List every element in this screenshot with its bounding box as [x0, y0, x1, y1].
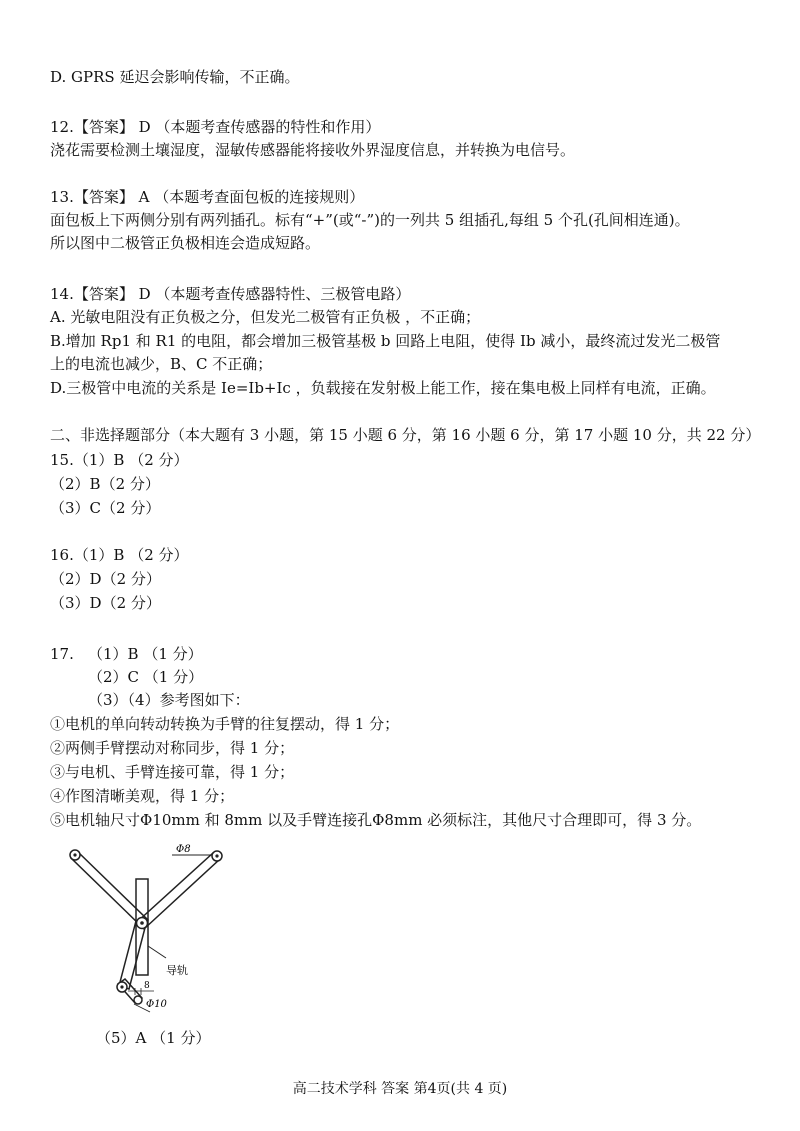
- connecting-rod: [119, 921, 146, 989]
- criterion-5: ⑤电机轴尺寸Φ10mm 和 8mm 以及手臂连接孔Φ8mm 必须标注，其他尺寸合理即可，得 3 分。: [50, 811, 702, 829]
- q15-part-1: 15.（1）B （2 分）: [50, 451, 189, 469]
- q17-part-5: （5）A （1 分）: [96, 1029, 211, 1047]
- q14-option-a: A. 光敏电阻没有正负极之分，但发光二极管有正负极 ，不正确；: [50, 308, 481, 326]
- phi10-label: Φ10: [146, 999, 167, 1010]
- q12-explanation: 浇花需要检测土壤湿度，湿敏传感器能将接收外界湿度信息，并转换为电信号。: [50, 141, 576, 159]
- motor-shaft: [134, 996, 142, 1004]
- rail-label: 导轨: [166, 964, 188, 977]
- page-footer: 高二技术学科 答案 第4页(共 4 页): [292, 1081, 508, 1097]
- q17-part-2: （2）C （1 分）: [88, 668, 204, 686]
- criterion-3: ③与电机、手臂连接可靠，得 1 分；: [50, 763, 295, 781]
- q14-answer: 14.【答案】 D （本题考查传感器特性、三极管电路）: [50, 285, 411, 303]
- mechanism-diagram: [62, 842, 242, 1017]
- criterion-2: ②两侧手臂摆动对称同步，得 1 分；: [50, 739, 295, 757]
- right-arm-pin: [215, 854, 218, 857]
- criterion-4: ④作图清晰美观，得 1 分；: [50, 787, 235, 805]
- section-two-heading: 二、非选择题部分（本大题有 3 小题，第 15 小题 6 分，第 16 小题 6 分，第 17 小题 10 分，共 22 分）: [50, 426, 761, 444]
- criterion-1: ①电机的单向转动转换为手臂的往复摆动，得 1 分；: [50, 715, 400, 733]
- q13-answer: 13.【答案】 A （本题考查面包板的连接规则）: [50, 188, 365, 206]
- q14-option-b-1: B.增加 Rp1 和 R1 的电阻，都会增加三极管基极 b 回路上电阻，使得 Ib 减小，最终流过发光二极管: [50, 332, 721, 350]
- q16-part-3: （3）D（2 分）: [50, 594, 161, 612]
- q15-part-3: （3）C（2 分）: [50, 499, 161, 517]
- q13-explanation-1: 面包板上下两侧分别有两列插孔。标有“+”(或“-”)的一列共 5 组插孔,每组 5 个孔(孔间相连通)。: [50, 211, 690, 229]
- q17-part-1: （1）B （1 分）: [88, 645, 203, 663]
- center-joint-pin: [140, 921, 144, 925]
- q16-part-1: 16.（1）B （2 分）: [50, 546, 189, 564]
- q12-answer: 12.【答案】 D （本题考查传感器的特性和作用）: [50, 118, 381, 136]
- q17-number: 17.: [50, 645, 74, 663]
- q14-option-d: D.三极管中电流的关系是 Ie=Ib+Ic ，负载接在发射极上能工作，接在集电极上同样有电流，正确。: [50, 379, 716, 397]
- left-arm-pin: [73, 853, 76, 856]
- dim8-label: 8: [144, 981, 150, 991]
- right-arm: [137, 853, 220, 929]
- rail-leader: [148, 946, 166, 958]
- phi8-label: Φ8: [176, 844, 191, 855]
- q17-part-3-4: （3）（4）参考图如下：: [88, 691, 250, 709]
- q13-explanation-2: 所以图中二极管正负极相连会造成短路。: [50, 234, 321, 252]
- q15-part-2: （2）B（2 分）: [50, 475, 160, 493]
- crank-joint-pin: [120, 985, 123, 988]
- q14-option-b-2: 上的电流也减少，B、C 不正确；: [50, 355, 273, 373]
- q11-option-d: D. GPRS 延迟会影响传输，不正确。: [50, 68, 300, 86]
- q16-part-2: （2）D（2 分）: [50, 570, 161, 588]
